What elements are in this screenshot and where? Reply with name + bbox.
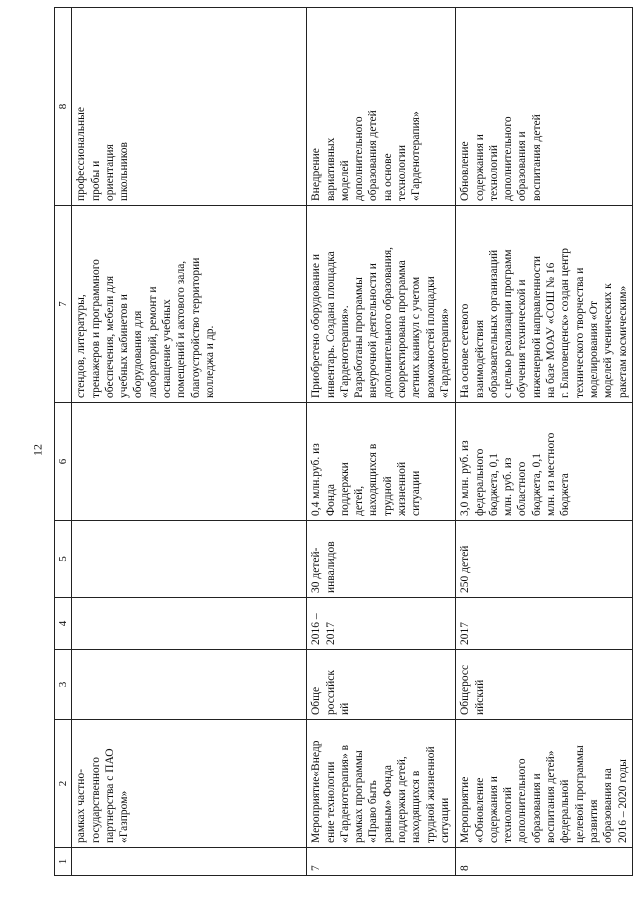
- table-row: [72, 8, 307, 876]
- coverage-cell: 30 детей- инвалидов: [307, 521, 456, 598]
- event-name-cell: Мероприятие«Внедр ение технологии «Гарденотерапия» в рамках программы «Право быть равным» Фонда поддержки детей, находящихся в трудной жизненной ситуации: [307, 720, 456, 848]
- coverage-cell: [72, 521, 307, 598]
- funding-cell: 3,0 млн. руб. из федерального бюджета, 0,1 млн. руб. из областного бюджета, 0,1 млн. из местного бюджета: [456, 403, 633, 521]
- level-cell: [72, 650, 307, 720]
- funding-cell: 0,4 млн.руб. из Фонда поддержки детей, находящихся в трудной жизненной ситуации: [307, 403, 456, 521]
- period-cell: 2016 – 2017: [307, 598, 456, 650]
- column-header: 1: [55, 848, 72, 876]
- rotated-table-page: [54, 8, 629, 876]
- table-header-row: [55, 8, 72, 876]
- column-header: 5: [55, 521, 72, 598]
- effect-cell: Обновление содержания и технологий дополнительного образования и воспитания детей: [456, 8, 633, 206]
- page-number: 12: [30, 444, 45, 456]
- period-cell: 2017: [456, 598, 633, 650]
- table-row: [307, 8, 456, 876]
- period-cell: [72, 598, 307, 650]
- row-number-cell: 7: [307, 848, 456, 876]
- column-header: 3: [55, 650, 72, 720]
- effect-cell: Внедрение вариативных моделей дополнительного образования детей на основе технологии «Гарденотерапия»: [307, 8, 456, 206]
- row-number-cell: 8: [456, 848, 633, 876]
- level-cell: Общеросс ийский: [456, 650, 633, 720]
- event-name-cell: Мероприятие «Обновление содержания и технологий дополнительного образования и воспитания детей» федеральной целевой программы развития образования на 2016 – 2020 годы: [456, 720, 633, 848]
- event-name-cell: рамках частно- государственного партнерства с ПАО «Газпром»: [72, 720, 307, 848]
- table-row: [456, 8, 633, 876]
- result-cell: стендов, литературы, тренажеров и программного обеспечения, мебели для учебных кабинетов и оборудования для лабораторий, ремонт и оснащение учебных помещений и актового зала, благоустройство территории колледжа и др.: [72, 206, 307, 403]
- row-number-cell: [72, 848, 307, 876]
- funding-cell: [72, 403, 307, 521]
- coverage-cell: 250 детей: [456, 521, 633, 598]
- level-cell: Обще российск ий: [307, 650, 456, 720]
- result-cell: На основе сетевого взаимодействия образовательных организаций с целью реализации программ обучения технической и инженерной направленности на базе МОАУ «СОШ № 16 г. Благовещенск» создан центр технического творчества и моделирования «От моделей ученических к ракетам космическим»: [456, 206, 633, 403]
- column-header: 7: [55, 206, 72, 403]
- column-header: 4: [55, 598, 72, 650]
- column-header: 6: [55, 403, 72, 521]
- activities-table: [54, 7, 633, 876]
- column-header: 8: [55, 8, 72, 206]
- column-header: 2: [55, 720, 72, 848]
- result-cell: Приобретено оборудование и инвентарь. Создана площадка «Гарденотерапия». Разработаны программы внеурочной деятельности и дополнительного образования, скорректирована программа летних каникул с учетом возможностей площадки «Гарденотерапия»: [307, 206, 456, 403]
- effect-cell: профессиональные пробы и ориентация школьников: [72, 8, 307, 206]
